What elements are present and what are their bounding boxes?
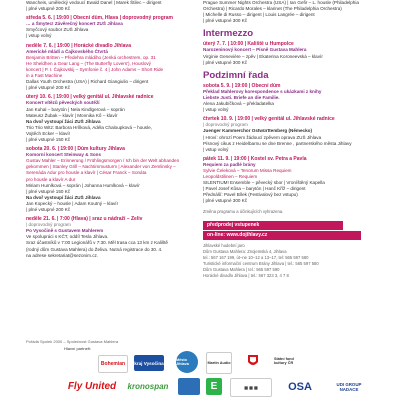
- event-venue: | 19:00 | Obecní dům, Hlava | doprovodný program: [53, 15, 173, 22]
- event-note: | doprovodný program: [203, 122, 248, 128]
- event-note: | doprovodný program: [26, 222, 71, 228]
- event-date: neděle 21. 6.: [26, 216, 56, 223]
- partner-logo: Bohemian: [98, 355, 128, 373]
- event-venue: | 19:00 | velký genitál ul. Jihlavské radnice: [53, 94, 154, 101]
- partner-logo-e: E: [206, 378, 222, 395]
- partner-logo-kronospan: kronospan: [124, 380, 172, 393]
- performer-line: Prague Summer Nights Orchestra (USA) | Ian Gefir – L. housle (Philadelphia: [203, 0, 359, 5]
- partner-logo-osa: OSA: [282, 379, 318, 394]
- repertoire-line: Leopoldstilinen – Requiem: [203, 174, 258, 180]
- program-line: Wancheis, umělecký vedoucí Ewald Danel | Marek Štilec – dirigent: [26, 0, 162, 5]
- ticket-price: | vstup volný: [203, 107, 229, 113]
- event-venue: | 10:00 | Kaliště u Humpolce: [227, 41, 294, 48]
- event-block: [26, 43, 198, 92]
- event-block: [26, 94, 198, 143]
- repertoire-line: in a Fast Machine: [26, 73, 63, 79]
- info-line: Dům Gustava Mahlera: Znojemská 4, Jihlava: [203, 248, 287, 254]
- event-venue: | 19:00 | Kostel sv. Petra a Pavla: [230, 155, 307, 162]
- ticket-price: | vstup volný: [203, 146, 229, 152]
- event-date: úterý 10. 6.: [26, 94, 53, 101]
- event-title: Narozeninový koncert – Písně Gustava Mahlera: [203, 47, 307, 53]
- info-line: tel.: 567 167 199, út–ne 10–12 a 13–17, tel: 565 597 580: [203, 254, 309, 260]
- repertoire-line: He Sheldhen a Gear Lang – (The Butterfly Lovers'), Houslový: [26, 60, 151, 66]
- description-line: Ve spolupráci s KČT, oddíl Tesla Jihlava.: [26, 234, 109, 240]
- performer-line: Přednáší: Pavel Bílek (Festivalový bez vstupu): [203, 192, 298, 198]
- event-date: čtvrtek 10. 9.: [203, 116, 234, 123]
- partner-logo: ▦ ▦ ▦: [230, 378, 272, 397]
- partner-logo: kraj Vysočina: [134, 355, 164, 371]
- ticket-price: | plné vstupné 150 Kč: [26, 188, 71, 194]
- performer-line: Písnový cikus z Heidelbarnu se dne Brenne , partnerského města Jihlavy: [203, 140, 352, 146]
- presale-banner: předprodej vstupenek: [203, 221, 343, 230]
- program-change-note: Změna programu a účinkujících vyhrazena.: [203, 208, 284, 214]
- performer-line: Jan Kopecký – housle | Adam Koutný – klavír: [26, 200, 119, 206]
- performer-line: SILENTIUM! Ensemble – pěvecký sbor | Vroníštěný Kapella: [203, 180, 325, 186]
- event-block: [26, 146, 198, 213]
- event-title: Komorní koncert Steinway & Sons: [26, 152, 102, 158]
- event-title: Liebste Justi. Briefe an die Familie.: [203, 94, 280, 100]
- partner-logo-udi: UDI GROUP NADACE: [330, 378, 368, 395]
- event-date: úterý 7. 7.: [203, 41, 227, 48]
- event-title: … a Šmytec! Závěrečný koncert ZUŠ Jihlava: [26, 21, 123, 27]
- event-venue: | 19:00 | velký genitál ul. Jihlavské radnice: [234, 116, 335, 123]
- performer-line: | Hroví: ohrozí Poem žádoucí zpěvem oprava ZUŠ Jihlava: [203, 134, 322, 140]
- performer-line: Na dvoř vystoupí žáci ZUŠ Jihlava: [26, 118, 101, 124]
- event-date: středa 5. 6.: [26, 15, 53, 22]
- ticket-price: | plné vstupné 300 Kč: [203, 59, 248, 65]
- performer-line: Smyčcový soubor ZUŠ Jihlava: [26, 27, 89, 33]
- event-venue: | 19:00 | Obecní dům: [231, 82, 281, 89]
- event-venue: | 19:00 | Dům kultury Jihlava: [57, 146, 125, 153]
- event-title: Requiem za padlé brány: [203, 161, 256, 167]
- partner-logo-fly-united: Fly United: [64, 379, 120, 394]
- event-block: [203, 41, 375, 65]
- repertoire-line: Benjamin Britten – Předehra mládiho (Jenká orchestrem, op. 31: [26, 54, 156, 60]
- performer-line: Mateusz Žubak – klavír | Monnika Kő – klavír: [26, 112, 118, 118]
- event-block: [203, 83, 375, 113]
- performer-line: Juenger Kammerchor Ostwürttemberg (Německo): [203, 128, 313, 134]
- left-column: [26, 0, 198, 259]
- event-date: sobota 20. 6.: [26, 146, 57, 153]
- description-line: Sraz účastníků v 7:00 Legionářů v 7:30. Měl trasa cca 13 km z Kaliště: [26, 240, 168, 246]
- presale-link[interactable]: on-line: www.dojihlavy.cz: [203, 231, 361, 240]
- description-line: (rodný dům Gustava Mahlera) do Želiva. Nutná registrace do 30. 4.: [26, 246, 163, 252]
- info-line: Turistické informační centrum Brány Jihlava | tel.: 565 597 580: [203, 260, 319, 266]
- performer-line: | Michelle di Russo – dirigent | Louis Langrée – dirigent: [203, 12, 315, 18]
- info-line: Dům Gustava Mahlera | tel.: 565 597 590: [203, 267, 280, 272]
- performer-line: Orchestra) | Ricardo Morales – klarinet (The Philadelphia Orchestra): [203, 6, 342, 12]
- event-venue: | 19:00 | Horácké divadlo Jihlava: [54, 42, 131, 49]
- event-date: sobota 5. 9.: [203, 82, 231, 89]
- performer-line: Virginie Genevière – zpěv | Ekaterina Koroneevská – klavír: [203, 53, 323, 59]
- description-line: na adrese sekretariat@sezonim.cz.: [26, 252, 99, 258]
- info-line: Horácké divadlo Jihlava | tel.: 567 323 3, 4 7 8: [203, 273, 289, 279]
- event-title: Koncert vítězů pěveckých soutěží: [26, 100, 100, 106]
- partner-logo: [244, 350, 262, 372]
- event-title: Americké mládí a Čajkovského Čtvrtá: [26, 48, 108, 54]
- partners-label: Hlavní partneři:: [64, 346, 92, 351]
- partner-logo: Martin Audio: [206, 352, 232, 374]
- performer-line: Miriam Humlková – soprán | Johanna Humlková – klavír: [26, 182, 140, 188]
- repertoire-line: Gustav Mahler – Erinnerung / Frühlingsmorgen / Ich bin der Welt abhanden: [26, 158, 180, 164]
- partner-logo: Státní fond kultury ČR: [274, 351, 304, 371]
- event-venue: | 7:00 (Hlava) | sraz u nádraží – Želiv: [57, 216, 143, 223]
- ticket-price: | plné vstupné 300 Kč: [203, 18, 248, 24]
- ticket-price: | plné vstupné 150 Kč: [26, 136, 71, 142]
- performer-line: | Pavel Josef Kůsa – barytón | Hanč Kříž – dirigent: [203, 186, 306, 192]
- repertoire-line: pro housle a klavír A dur: [26, 176, 76, 182]
- organizer-note: Pořádá Spolek 2000 – Společnost Gustava Mahlera: [26, 339, 119, 344]
- performer-line: Dallas Youth Orchestra (USA) | Richard Giangiulio – dirigent: [26, 79, 149, 85]
- performer-line: Trio Trio Witz: Barbora Hrílková, Adéla Chaloupková – housle,: [26, 124, 152, 130]
- event-title: Překlad Mahlerovy korespondence s ukázkami z knihy: [203, 88, 322, 94]
- section-heading-intermezzo: Intermezzo: [203, 28, 254, 40]
- repertoire-line: Sylvie Čeleková – Tenorum Missa Requiem: [203, 167, 292, 173]
- event-block: [26, 216, 198, 259]
- coat-of-arms-icon: [247, 354, 259, 368]
- partner-logo: Město Jihlava: [176, 351, 198, 373]
- ticket-price: | plné vstupné 200 Kč: [26, 6, 71, 12]
- repertoire-line: gekommen | Stanley Grill – Nachtimmusturm | Alexander von Zemlinsky –: [26, 164, 176, 170]
- event-block: [26, 15, 198, 39]
- performer-line: Jan Kuhal – barytón | Nela Kindlgerová – soprán: [26, 106, 125, 112]
- performer-line: Alena Jakubíčková – překladatelka: [203, 101, 274, 107]
- right-column: [203, 0, 375, 279]
- ticket-price: | plné vstupné 200 Kč: [26, 207, 71, 212]
- contact-info: [203, 243, 375, 280]
- performer-line: Na dvoř vystoupí žáci ZUŠ Jihlava: [26, 194, 101, 200]
- section-heading-podzim: Podzimní řada: [203, 69, 269, 81]
- event-title: Po Vysočině s Gustavem Mahlerem: [26, 228, 104, 234]
- event-block: [203, 116, 375, 153]
- partner-logo: [178, 378, 200, 395]
- info-line: Jihlavské hudební jaro: [203, 242, 245, 248]
- event-date: neděle 7. 6.: [26, 42, 53, 49]
- event-block: [203, 156, 375, 205]
- ticket-price: | plné vstupné 300 Kč: [203, 198, 248, 204]
- repertoire-line: koncert | P. I. Čajkovskij – Symfonie č. 4 | John Adams – Short Ride: [26, 66, 164, 72]
- performer-line: Vojtěch Ecker – klavír: [26, 130, 71, 136]
- ticket-price: | vstup volný: [26, 33, 52, 39]
- event-date: pátek 11. 9.: [203, 155, 230, 162]
- ticket-price: | plné vstupné 200 Kč: [26, 85, 71, 91]
- repertoire-line: Serenáda Adur pro housle a klavír | César Franck – Sonáta: [26, 170, 147, 176]
